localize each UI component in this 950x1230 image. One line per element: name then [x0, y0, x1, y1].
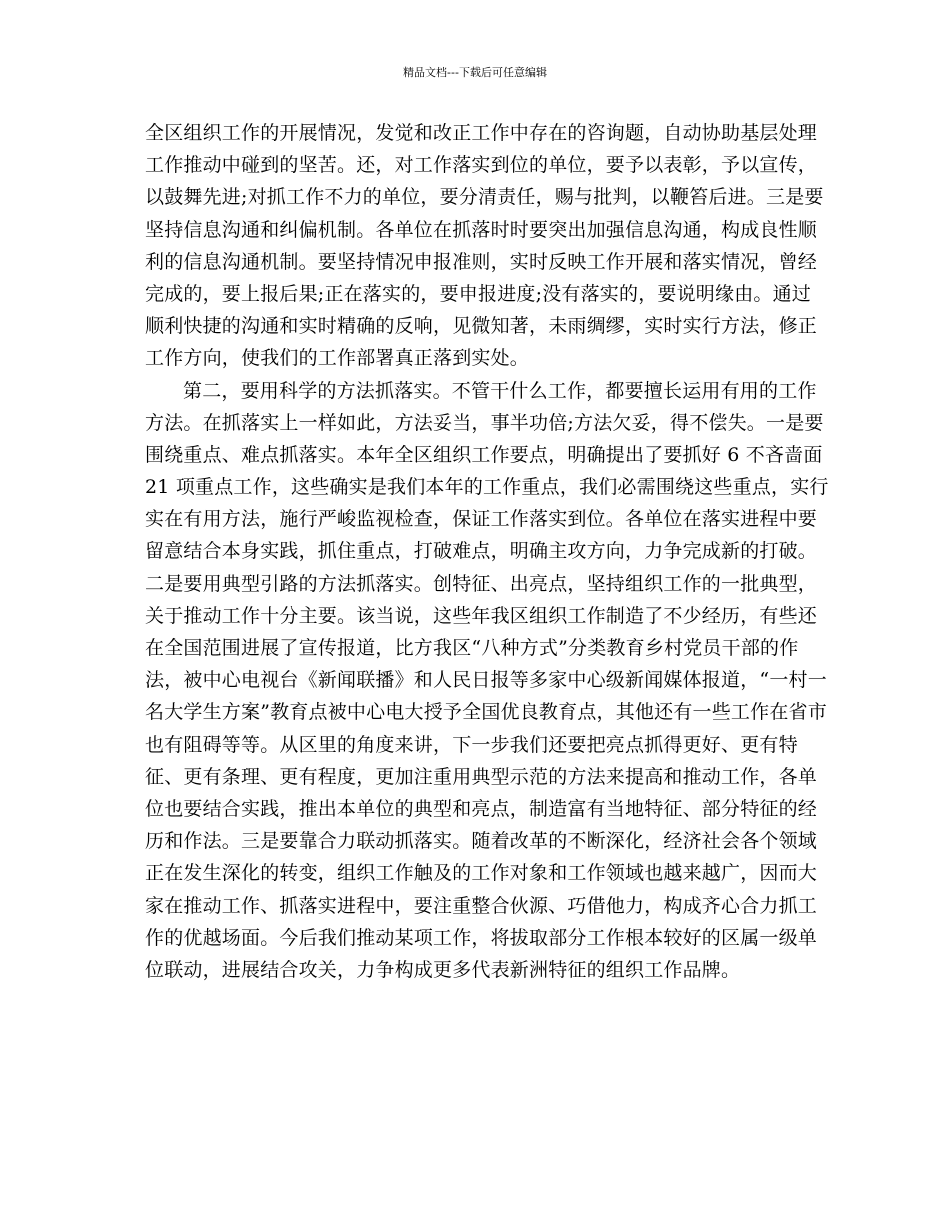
- text-line: 关于推动工作十分主要。该当说，这些年我区组织工作制造了不少经历，有些还: [145, 604, 818, 627]
- text-line: 法，被中心电视台《新闻联播》和人民日报等多家中心级新闻媒体报道，“一村一: [145, 669, 827, 692]
- text-line: 名大学生方案”教育点被中心电大授予全国优良教育点，其他还有一些工作在省市: [145, 701, 827, 724]
- text-line: 全区组织工作的开展情况，发觉和改正工作中存在的咨询题，自动协助基层处理: [145, 122, 818, 144]
- text-line: 位联动，进展结合攻关，力争构成更多代表新洲特征的组织工作品牌。: [145, 958, 741, 981]
- text-line: 历和作法。三是要靠合力联动抓落实。随着改革的不断深化，经济社会各个领域: [145, 830, 818, 853]
- text-line: 位也要结合实践，推出本单位的典型和亮点，制造富有当地特征、部分特征的经: [145, 797, 818, 820]
- text-line: 征、更有条理、更有程度，更加注重用典型示范的方法来提高和推动工作，各单: [145, 765, 818, 788]
- text-line: 完成的，要上报后果;正在落实的，要申报进度;没有落实的，要说明缘由。通过: [145, 282, 812, 305]
- paragraph-start-line: 第二，要用科学的方法抓落实。不管干什么工作，都要擅长运用有用的工作: [183, 379, 817, 402]
- text-line: 工作推动中碰到的坚苦。还，对工作落实到位的单位，要予以表彰，予以宣传，: [145, 154, 818, 177]
- page-header: 精品文档---下载后可任意编辑: [403, 66, 547, 79]
- text-line: 顺利快捷的沟通和实时精确的反响，见微知著，未雨绸缪，实时实行方法，修正: [145, 315, 818, 338]
- text-line: 二是要用典型引路的方法抓落实。创特征、出亮点，坚持组织工作的一批典型，: [145, 572, 818, 595]
- text-line: 在全国范围进展了宣传报道，比方我区“八种方式”分类教育乡村党员干部的作: [145, 637, 799, 659]
- text-line: 21 项重点工作，这些确实是我们本年的工作重点，我们必需围绕这些重点，实行: [145, 476, 829, 499]
- text-line: 坚持信息沟通和纠偏机制。各单位在抓落时时要突出加强信息沟通，构成良性顺: [145, 218, 818, 241]
- text-line: 工作方向，使我们的工作部署真正落到实处。: [145, 347, 530, 370]
- text-line: 方法。在抓落实上一样如此，方法妥当，事半功倍;方法欠妥，得不偿失。一是要: [145, 411, 824, 434]
- text-line: 利的信息沟通机制。要坚持情况申报准则，实时反映工作开展和落实情况，曾经: [145, 250, 818, 273]
- text-line: 正在发生深化的转变，组织工作触及的工作对象和工作领域也越来越广，因而大: [145, 862, 818, 885]
- text-line: 以鼓舞先进;对抓工作不力的单位，要分清责任，赐与批判，以鞭笞后进。三是要: [145, 186, 824, 209]
- text-line: 作的优越场面。今后我们推动某项工作，将拔取部分工作根本较好的区属一级单: [145, 926, 818, 949]
- text-line: 家在推动工作、抓落实进程中，要注重整合伙源、巧借他力，构成齐心合力抓工: [145, 894, 818, 917]
- text-line: 留意结合本身实践，抓住重点，打破难点，明确主攻方向，力争完成新的打破。: [145, 540, 818, 563]
- text-line: 实在有用方法，施行严峻监视检查，保证工作落实到位。各单位在落实进程中要: [145, 508, 818, 531]
- document-body: [145, 117, 829, 986]
- text-line: 也有阻碍等等。从区里的角度来讲，下一步我们还要把亮点抓得更好、更有特: [145, 733, 798, 756]
- text-line: 围绕重点、难点抓落实。本年全区组织工作要点，明确提出了要抓好 6 不吝啬面: [145, 443, 823, 466]
